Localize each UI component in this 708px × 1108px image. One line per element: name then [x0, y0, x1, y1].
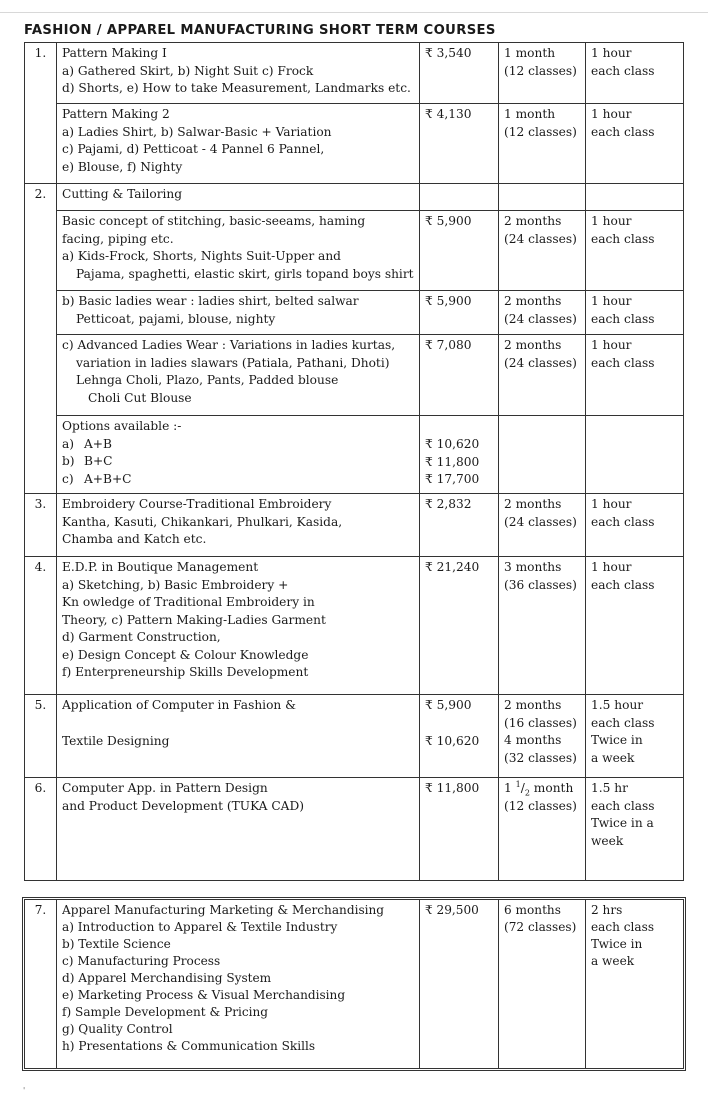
fee: ₹ 29,500: [425, 903, 479, 917]
duration-cell: [499, 291, 586, 335]
classes-count: (16 classes): [504, 715, 577, 730]
course-line: c) Pajami, d) Petticoat - 4 Pannel 6 Pannel,: [62, 142, 325, 156]
class-length: 1 hour: [591, 107, 632, 121]
option-value: B+C: [84, 454, 113, 468]
duration-cell: [499, 778, 586, 881]
class-length: 1 hour: [591, 560, 632, 574]
duration: 1 month: [504, 46, 556, 60]
course-line: c) Manufacturing Process: [62, 954, 221, 968]
course-title: Computer App. in Pattern Design: [62, 781, 268, 795]
duration-cell: [499, 557, 586, 695]
classes-count: (36 classes): [504, 577, 577, 592]
course-description: [57, 335, 420, 416]
course-title: Pattern Making I: [62, 46, 167, 60]
class-time-cell: [586, 291, 684, 335]
fee-cell: [420, 900, 499, 1069]
course-line: d) Shorts, e) How to take Measurement, Landmarks etc.: [62, 81, 411, 95]
classes-count: (12 classes): [504, 63, 577, 78]
class-time-cell: [586, 43, 684, 104]
table-row: [25, 695, 684, 778]
duration: 2 months: [504, 214, 562, 228]
class-time-cell: [586, 557, 684, 695]
fee-cell: [420, 335, 499, 416]
course-line: e) Blouse, f) Nighty: [62, 159, 183, 174]
duration-cell: [499, 43, 586, 104]
empty-cell: [586, 184, 684, 211]
fee: ₹ 10,620: [425, 733, 480, 748]
course-title: Pattern Making 2: [62, 107, 170, 121]
table-row: [25, 335, 684, 416]
option-label: b): [62, 454, 75, 468]
course-description: [57, 900, 420, 1069]
page-top-rule: [0, 12, 708, 13]
course-line: a) Ladies Shirt, b) Salwar-Basic + Variation: [62, 124, 332, 139]
class-frequency: Twice in: [591, 733, 643, 747]
fee: ₹ 5,900: [425, 698, 472, 712]
class-frequency: each class: [591, 715, 655, 730]
course-line: a) Introduction to Apparel & Textile Industry: [62, 920, 338, 934]
class-frequency: each class: [591, 311, 655, 326]
fee-cell: [420, 494, 499, 557]
course-line: Choli Cut Blouse: [88, 390, 192, 405]
class-length: 1 hour: [591, 294, 632, 308]
fee: ₹ 3,540: [425, 46, 472, 60]
class-frequency: a week: [591, 954, 635, 968]
class-length: 2 hrs: [591, 903, 623, 917]
fee: ₹ 10,620: [425, 437, 480, 451]
classes-count: (24 classes): [504, 231, 577, 246]
class-frequency: each class: [591, 355, 655, 370]
table-row: [25, 778, 684, 881]
option-item: [62, 436, 416, 454]
table-row: [25, 416, 684, 494]
class-time-cell: [586, 900, 684, 1069]
class-frequency: each class: [591, 920, 655, 934]
class-length: 1 hour: [591, 497, 632, 511]
fee-cell: [420, 291, 499, 335]
course-line: g) Quality Control: [62, 1022, 173, 1036]
fee: ₹ 11,800: [425, 781, 480, 795]
course-line: Textile Designing: [62, 733, 170, 748]
class-time-cell: [586, 104, 684, 184]
duration: 2 months: [504, 294, 562, 308]
class-time-cell: [586, 778, 684, 881]
page-title: FASHION / APPAREL MANUFACTURING SHORT TERM COURSES: [24, 23, 496, 38]
empty-cell: [499, 416, 586, 494]
class-frequency: each class: [591, 798, 655, 813]
fee-cell: [420, 104, 499, 184]
table-row: [25, 291, 684, 335]
duration: 2 months: [504, 698, 562, 712]
fee-cell: [420, 43, 499, 104]
duration-cell: [499, 695, 586, 778]
duration: 2 months: [504, 497, 562, 511]
course-line: e) Marketing Process & Visual Merchandising: [62, 988, 346, 1002]
course-line: e) Design Concept & Colour Knowledge: [62, 647, 309, 662]
class-frequency: Twice in a: [591, 816, 654, 830]
class-length: 1.5 hour: [591, 698, 644, 712]
classes-count: (24 classes): [504, 311, 577, 326]
classes-count: (12 classes): [504, 798, 577, 813]
course-title: Cutting & Tailoring: [62, 187, 183, 201]
duration: 4 months: [504, 733, 562, 747]
course-number: 1.: [25, 43, 57, 184]
course-line: Kn owledge of Traditional Embroidery in: [62, 595, 315, 609]
fee: ₹ 5,900: [425, 294, 472, 308]
course-line: Lehnga Choli, Plazo, Pants, Padded blouse: [76, 373, 339, 387]
course-number: 6.: [25, 778, 57, 881]
course-line: c) Advanced Ladies Wear : Variations in ladies kurtas,: [62, 338, 396, 352]
duration-cell: [499, 900, 586, 1069]
course-number: 5.: [25, 695, 57, 778]
course-line: a) Sketching, b) Basic Embroidery +: [62, 577, 289, 592]
class-frequency: a week: [591, 750, 635, 765]
options-header: Options available :-: [62, 419, 182, 433]
duration: 2 months: [504, 338, 562, 352]
course-header: [57, 184, 420, 211]
course-number: 4.: [25, 557, 57, 695]
course-title: E.D.P. in Boutique Management: [62, 560, 259, 574]
classes-count: (12 classes): [504, 124, 577, 139]
fee: ₹ 7,080: [425, 338, 472, 352]
fee: ₹ 21,240: [425, 560, 480, 574]
class-frequency: each class: [591, 514, 655, 529]
empty-cell: [499, 184, 586, 211]
option-value: A+B+C: [84, 471, 132, 486]
table-row: [25, 494, 684, 557]
footer-mark: ': [23, 1086, 26, 1095]
duration: 1 $^1/_2$ month: [504, 780, 574, 798]
duration-cell: [499, 104, 586, 184]
course-line: facing, piping etc.: [62, 231, 174, 246]
option-item: [62, 471, 416, 489]
class-frequency: each class: [591, 63, 655, 78]
options-cell: [57, 416, 420, 494]
course-line: a) Kids-Frock, Shorts, Nights Suit-Upper and: [62, 249, 341, 263]
course-line: Kantha, Kasuti, Chikankari, Phulkari, Kasida,: [62, 514, 343, 529]
course-number: 2.: [25, 184, 57, 494]
course-line: f) Sample Development & Pricing: [62, 1005, 269, 1019]
option-value: A+B: [84, 436, 112, 451]
course-line: Pajama, spaghetti, elastic skirt, girls topand boys shirt: [76, 266, 414, 281]
course-line: Theory, c) Pattern Making-Ladies Garment: [62, 612, 326, 627]
class-length: 1 hour: [591, 46, 632, 60]
class-frequency: Twice in: [591, 937, 643, 951]
duration-cell: [499, 494, 586, 557]
class-frequency: week: [591, 833, 624, 848]
fee-cell: [420, 211, 499, 291]
classes-count: (32 classes): [504, 750, 577, 765]
duration: 3 months: [504, 560, 562, 574]
fee-cell: [420, 778, 499, 881]
course-line: h) Presentations & Communication Skills: [62, 1039, 316, 1053]
course-line: Basic concept of stitching, basic-seeams, haming: [62, 214, 366, 228]
fee: ₹ 2,832: [425, 497, 472, 511]
option-item: [62, 453, 416, 471]
classes-count: (72 classes): [504, 920, 577, 934]
fee: ₹ 4,130: [425, 107, 472, 121]
duration: 1 month: [504, 107, 556, 121]
class-length: 1 hour: [591, 214, 632, 228]
course-description: [57, 557, 420, 695]
class-length: 1.5 hr: [591, 781, 628, 795]
course-line: b) Basic ladies wear : ladies shirt, belted salwar: [62, 294, 359, 308]
course-description: [57, 291, 420, 335]
courses-table: [24, 42, 684, 881]
class-time-cell: [586, 211, 684, 291]
class-frequency: each class: [591, 231, 655, 246]
class-time-cell: [586, 695, 684, 778]
classes-count: (24 classes): [504, 355, 577, 370]
fee: ₹ 17,700: [425, 472, 480, 486]
classes-count: (24 classes): [504, 514, 577, 529]
empty-cell: [586, 416, 684, 494]
course-line: b) Textile Science: [62, 937, 171, 951]
table-row: [25, 104, 684, 184]
class-frequency: each class: [591, 577, 655, 592]
table-row: [25, 184, 684, 211]
duration: 6 months: [504, 903, 561, 917]
course-number: 7.: [25, 900, 57, 1069]
course-line: variation in ladies slawars (Patiala, Pathani, Dhoti): [76, 355, 390, 370]
table-row: [25, 557, 684, 695]
course-line: d) Garment Construction,: [62, 630, 221, 644]
class-length: 1 hour: [591, 338, 632, 352]
option-label: c): [62, 471, 74, 486]
empty-cell: [420, 184, 499, 211]
course-description: [57, 778, 420, 881]
table-row: [25, 43, 684, 104]
course-line: a) Gathered Skirt, b) Night Suit c) Frock: [62, 63, 314, 78]
course-number: 3.: [25, 494, 57, 557]
course-title: Application of Computer in Fashion &: [62, 698, 296, 712]
class-time-cell: [586, 335, 684, 416]
fee: ₹ 11,800: [425, 454, 480, 469]
option-label: a): [62, 436, 75, 451]
table-row: [25, 900, 684, 1069]
course-line: Petticoat, pajami, blouse, nighty: [76, 311, 276, 326]
fee-cell: [420, 416, 499, 494]
course-line: and Product Development (TUKA CAD): [62, 798, 305, 813]
course-line: Chamba and Katch etc.: [62, 532, 207, 546]
fee-cell: [420, 695, 499, 778]
course-description: [57, 494, 420, 557]
table-row: [25, 211, 684, 291]
course-description: [57, 43, 420, 104]
duration-cell: [499, 335, 586, 416]
course-description: [57, 211, 420, 291]
course-description: [57, 695, 420, 778]
class-frequency: each class: [591, 124, 655, 139]
fee: ₹ 5,900: [425, 214, 472, 228]
course-line: d) Apparel Merchandising System: [62, 971, 272, 985]
class-time-cell: [586, 494, 684, 557]
course-title: Embroidery Course-Traditional Embroidery: [62, 497, 332, 511]
fee-cell: [420, 557, 499, 695]
course-7-table: [24, 899, 684, 1069]
course-description: [57, 104, 420, 184]
course-line: f) Enterpreneurship Skills Development: [62, 665, 309, 679]
course-title: Apparel Manufacturing Marketing & Merchandising: [62, 903, 385, 917]
duration-cell: [499, 211, 586, 291]
